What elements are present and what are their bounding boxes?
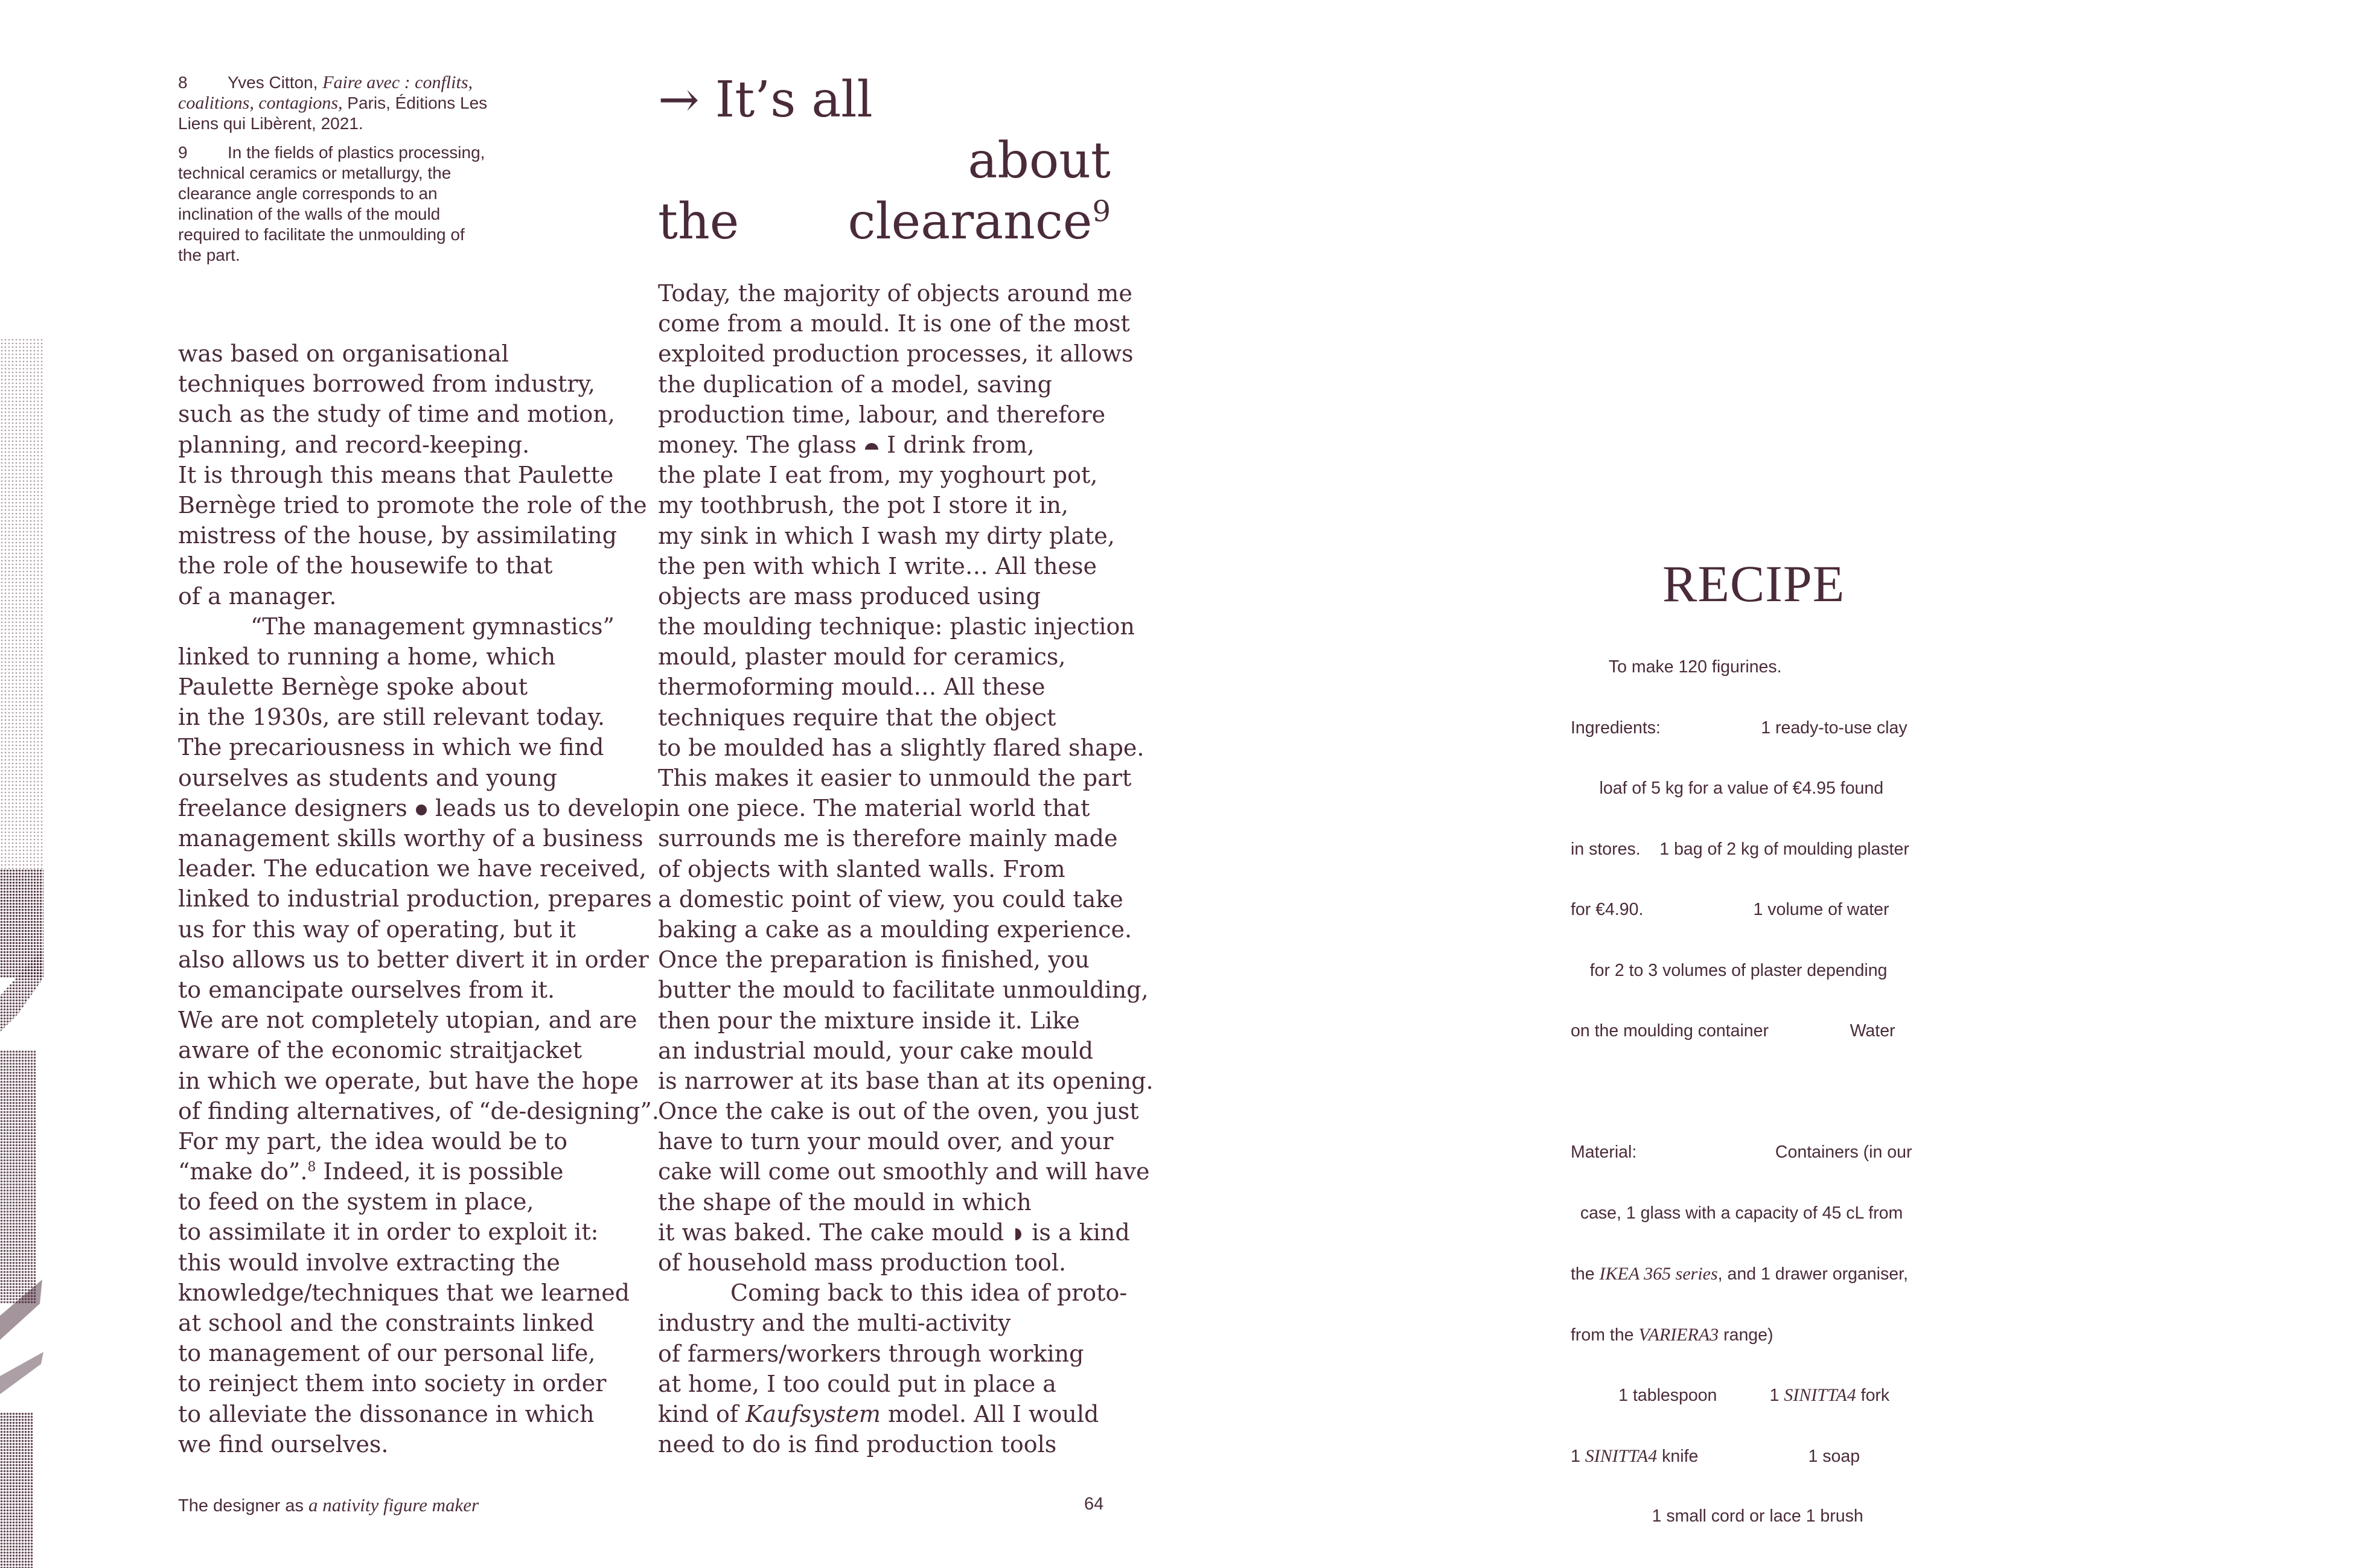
recipe-line bbox=[1571, 1385, 1963, 1406]
text-line: to emancipate ourselves from it. bbox=[178, 976, 555, 1003]
heading-text-right bbox=[848, 191, 1111, 252]
heading-text: clearance bbox=[848, 193, 1093, 250]
text-line bbox=[178, 1156, 637, 1187]
text-segment: Indeed, it is possible bbox=[323, 1158, 564, 1185]
text-line: was based on organisational bbox=[178, 340, 509, 367]
left-column-text bbox=[178, 339, 659, 1459]
arrow-icon: → bbox=[658, 71, 700, 129]
text-line: mistress of the house, by assimilating bbox=[178, 522, 617, 549]
running-title-italic: a nativity figure maker bbox=[308, 1494, 479, 1515]
text-line: of farmers/workers through working bbox=[658, 1340, 1084, 1367]
text-line: the role of the housewife to that bbox=[178, 552, 553, 579]
footnote-ref: 9 bbox=[1092, 194, 1111, 229]
text-line: mould, plaster mould for ceramics, bbox=[658, 643, 1066, 671]
text-line: in the 1930s, are still relevant today. bbox=[178, 704, 605, 731]
recipe-line bbox=[1571, 1325, 1963, 1345]
recipe-line: Material: Containers (in our bbox=[1571, 1143, 1912, 1162]
footnote-text: In the fields of plastics processing, technical ceramics or metallurgy, the clearance angle corresponds to an inclination of the walls of the mould required to facilitate the unmoulding of the part. bbox=[178, 143, 485, 264]
text-segment: model. All I would bbox=[888, 1400, 1099, 1427]
text-line: a domestic point of view, you could take bbox=[658, 885, 1123, 913]
text-line bbox=[658, 1217, 1130, 1248]
text-line: of objects with slanted walls. From bbox=[658, 855, 1065, 882]
text-line: surrounds me is therefore mainly made bbox=[658, 825, 1118, 852]
recipe-segment-italic: IKEA 365 series bbox=[1599, 1264, 1718, 1284]
text-line: linked to industrial production, prepares bbox=[178, 885, 652, 913]
text-line: baking a cake as a moulding experience. bbox=[658, 916, 1132, 943]
heading-line bbox=[658, 69, 1111, 130]
text-line: techniques borrowed from industry, bbox=[178, 371, 595, 398]
text-segment: freelance designers bbox=[178, 794, 407, 821]
text-segment: it was baked. The cake mould bbox=[658, 1219, 1004, 1246]
footnote-publisher: Paris, Éditions Les Liens qui Libèrent, 2021. bbox=[178, 94, 488, 133]
half-circle-mould-icon bbox=[1011, 1226, 1024, 1242]
heading-text: the bbox=[658, 193, 739, 250]
page-number: 64 bbox=[1084, 1494, 1104, 1514]
text-line: butter the mould to facilitate unmoulding, bbox=[658, 977, 1149, 1004]
footnote-number: 9 bbox=[178, 143, 188, 162]
text-line: us for this way of operating, but it bbox=[178, 916, 576, 943]
text-line: This makes it easier to unmould the part bbox=[658, 765, 1132, 791]
text-line bbox=[658, 430, 1117, 460]
footnote-8 bbox=[178, 72, 492, 134]
text-line: of household mass production tool. bbox=[658, 1249, 1067, 1276]
text-line: cake will come out smoothly and will have bbox=[658, 1158, 1150, 1185]
text-line: Once the preparation is finished, you bbox=[658, 946, 1090, 974]
text-line bbox=[658, 1399, 1117, 1429]
text-segment: kind of bbox=[658, 1400, 738, 1427]
text-line: the pen with which I write… All these bbox=[658, 552, 1097, 579]
heading-line: about bbox=[968, 132, 1111, 190]
text-line: industry and the multi-activity bbox=[658, 1310, 1011, 1337]
recipe-line: on the moulding container Water bbox=[1571, 1021, 1895, 1041]
recipe-line bbox=[1571, 1082, 1963, 1103]
text-segment: I drink from, bbox=[887, 431, 1035, 458]
text-line: of a manager. bbox=[178, 582, 337, 610]
text-line: linked to running a home, which bbox=[178, 643, 556, 670]
text-line: leader. The education we have received, bbox=[178, 855, 647, 882]
text-line: of finding alternatives, of “de-designing”. bbox=[178, 1097, 659, 1124]
text-line: the moulding technique: plastic injection bbox=[658, 613, 1135, 640]
recipe-segment: the bbox=[1571, 1264, 1600, 1284]
text-line: is narrower at its base than at its opening. bbox=[658, 1067, 1154, 1094]
text-line: management skills worthy of a business bbox=[178, 825, 643, 852]
text-line: Once the cake is out of the oven, you just bbox=[658, 1098, 1139, 1125]
text-segment: “make do”. bbox=[178, 1158, 308, 1185]
recipe-line: To make 120 figurines. bbox=[1571, 657, 1782, 677]
footnote-author: Yves Citton, bbox=[228, 73, 318, 92]
footnote-book-title: Faire avec : conflits, coalitions, contagions, bbox=[178, 72, 473, 113]
text-line: For my part, the idea would be to bbox=[178, 1127, 568, 1155]
footnote-number: 8 bbox=[178, 73, 188, 92]
recipe-segment-italic: SINITTA4 bbox=[1585, 1445, 1658, 1466]
text-line: knowledge/techniques that we learned bbox=[178, 1279, 630, 1306]
recipe-line: 1 small cord or lace 1 brush bbox=[1571, 1506, 1863, 1526]
text-line: at school and the constraints linked bbox=[178, 1310, 595, 1336]
text-line: It is through this means that Paulette bbox=[178, 461, 614, 488]
text-segment: is a kind bbox=[1032, 1219, 1130, 1246]
heading-text: It’s all bbox=[715, 71, 873, 129]
recipe-line: Ingredients: 1 ready-to-use clay bbox=[1571, 718, 1908, 738]
text-line: to assimilate it in order to exploit it: bbox=[178, 1219, 599, 1246]
text-line: an industrial mould, your cake mould bbox=[658, 1037, 1094, 1064]
footnote-ref: 8 bbox=[307, 1159, 316, 1175]
text-line: production time, labour, and therefore bbox=[658, 401, 1106, 428]
text-line: have to turn your mould over, and your bbox=[658, 1128, 1114, 1155]
text-line: in one piece. The material world that bbox=[658, 795, 1090, 822]
text-line: also allows us to better divert it in order bbox=[178, 946, 649, 973]
text-line: ourselves as students and young bbox=[178, 764, 557, 791]
text-line: We are not completely utopian, and are bbox=[178, 1007, 637, 1034]
running-title bbox=[178, 1494, 479, 1516]
text-line: aware of the economic straitjacket bbox=[178, 1037, 582, 1064]
text-line: then pour the mixture inside it. Like bbox=[658, 1007, 1080, 1034]
text-line: to feed on the system in place, bbox=[178, 1188, 534, 1216]
section-heading bbox=[658, 69, 1111, 252]
recipe-title: RECIPE bbox=[1662, 555, 1845, 613]
text-line: thermoforming mould… All these bbox=[658, 674, 1046, 701]
text-line: “The management gymnastics” bbox=[251, 613, 615, 640]
text-line: the plate I eat from, my yoghourt pot, bbox=[658, 462, 1098, 489]
recipe-line: loaf of 5 kg for a value of €4.95 found bbox=[1571, 779, 1884, 798]
recipe-line: for 2 to 3 volumes of plaster depending bbox=[1571, 960, 1888, 980]
text-line: such as the study of time and motion, bbox=[178, 401, 615, 428]
text-line: Coming back to this idea of proto- bbox=[730, 1280, 1128, 1307]
recipe-segment: 1 bbox=[1571, 1446, 1585, 1466]
text-line: Bernège tried to promote the role of the bbox=[178, 491, 647, 518]
text-segment-italic: Kaufsystem bbox=[745, 1400, 881, 1427]
recipe-segment: fork bbox=[1856, 1386, 1890, 1405]
recipe-segment: knife 1 soap bbox=[1657, 1446, 1860, 1466]
text-segment: leads us to develop bbox=[435, 794, 659, 821]
footnote-9 bbox=[178, 142, 492, 266]
recipe-segment: from the bbox=[1571, 1325, 1639, 1345]
text-line: objects are mass produced using bbox=[658, 582, 1041, 610]
halftone-image-strip bbox=[0, 338, 43, 1568]
recipe-segment-italic: VARIERA3 bbox=[1638, 1324, 1719, 1345]
footnotes bbox=[178, 72, 492, 274]
text-line: this would involve extracting the bbox=[178, 1249, 560, 1276]
filled-circle-icon bbox=[415, 803, 428, 817]
text-line: Today, the majority of objects around me bbox=[658, 280, 1132, 307]
recipe-segment: 1 tablespoon 1 bbox=[1571, 1386, 1784, 1405]
half-dome-glass-icon bbox=[864, 440, 880, 453]
recipe-segment: range) bbox=[1719, 1325, 1774, 1345]
text-line: we find ourselves. bbox=[178, 1430, 389, 1458]
text-line: my toothbrush, the pot I store it in, bbox=[658, 492, 1068, 519]
text-line: the duplication of a model, saving bbox=[658, 371, 1052, 398]
text-line: at home, I too could put in place a bbox=[658, 1370, 1056, 1397]
recipe-segment: , and 1 drawer organiser, bbox=[1717, 1264, 1908, 1284]
text-line: need to do is find production tools bbox=[658, 1431, 1057, 1458]
text-line: come from a mould. It is one of the most bbox=[658, 310, 1130, 337]
recipe-line: case, 1 glass with a capacity of 45 cL from bbox=[1571, 1203, 1903, 1223]
text-line: exploited production processes, it allows bbox=[658, 340, 1134, 368]
text-line: to management of our personal life, bbox=[178, 1340, 596, 1367]
heading-line bbox=[658, 191, 1111, 252]
text-line: my sink in which I wash my dirty plate, bbox=[658, 522, 1115, 549]
running-title-text: The designer as bbox=[178, 1496, 304, 1515]
recipe-line: in stores. 1 bag of 2 kg of moulding plaster bbox=[1571, 839, 1909, 859]
text-line: to alleviate the dissonance in which bbox=[178, 1400, 595, 1427]
recipe-line bbox=[1571, 1446, 1963, 1467]
text-line: The precariousness in which we find bbox=[178, 734, 604, 761]
text-line: planning, and record-keeping. bbox=[178, 431, 530, 458]
text-line: to reinject them into society in order bbox=[178, 1370, 607, 1397]
recipe-line bbox=[1571, 1264, 1963, 1284]
recipe-line: for €4.90. 1 volume of water bbox=[1571, 900, 1889, 919]
text-line bbox=[178, 793, 659, 823]
text-line: techniques require that the object bbox=[658, 704, 1056, 731]
middle-column-text bbox=[658, 278, 1154, 1459]
text-segment: money. The glass bbox=[658, 431, 857, 458]
text-line: Paulette Bernège spoke about bbox=[178, 674, 528, 701]
recipe-text bbox=[1571, 617, 1963, 1567]
recipe-segment-italic: SINITTA4 bbox=[1784, 1385, 1856, 1405]
text-line: the shape of the mould in which bbox=[658, 1188, 1032, 1216]
text-line: in which we operate, but have the hope bbox=[178, 1067, 639, 1094]
text-line: to be moulded has a slightly flared shape. bbox=[658, 734, 1145, 761]
